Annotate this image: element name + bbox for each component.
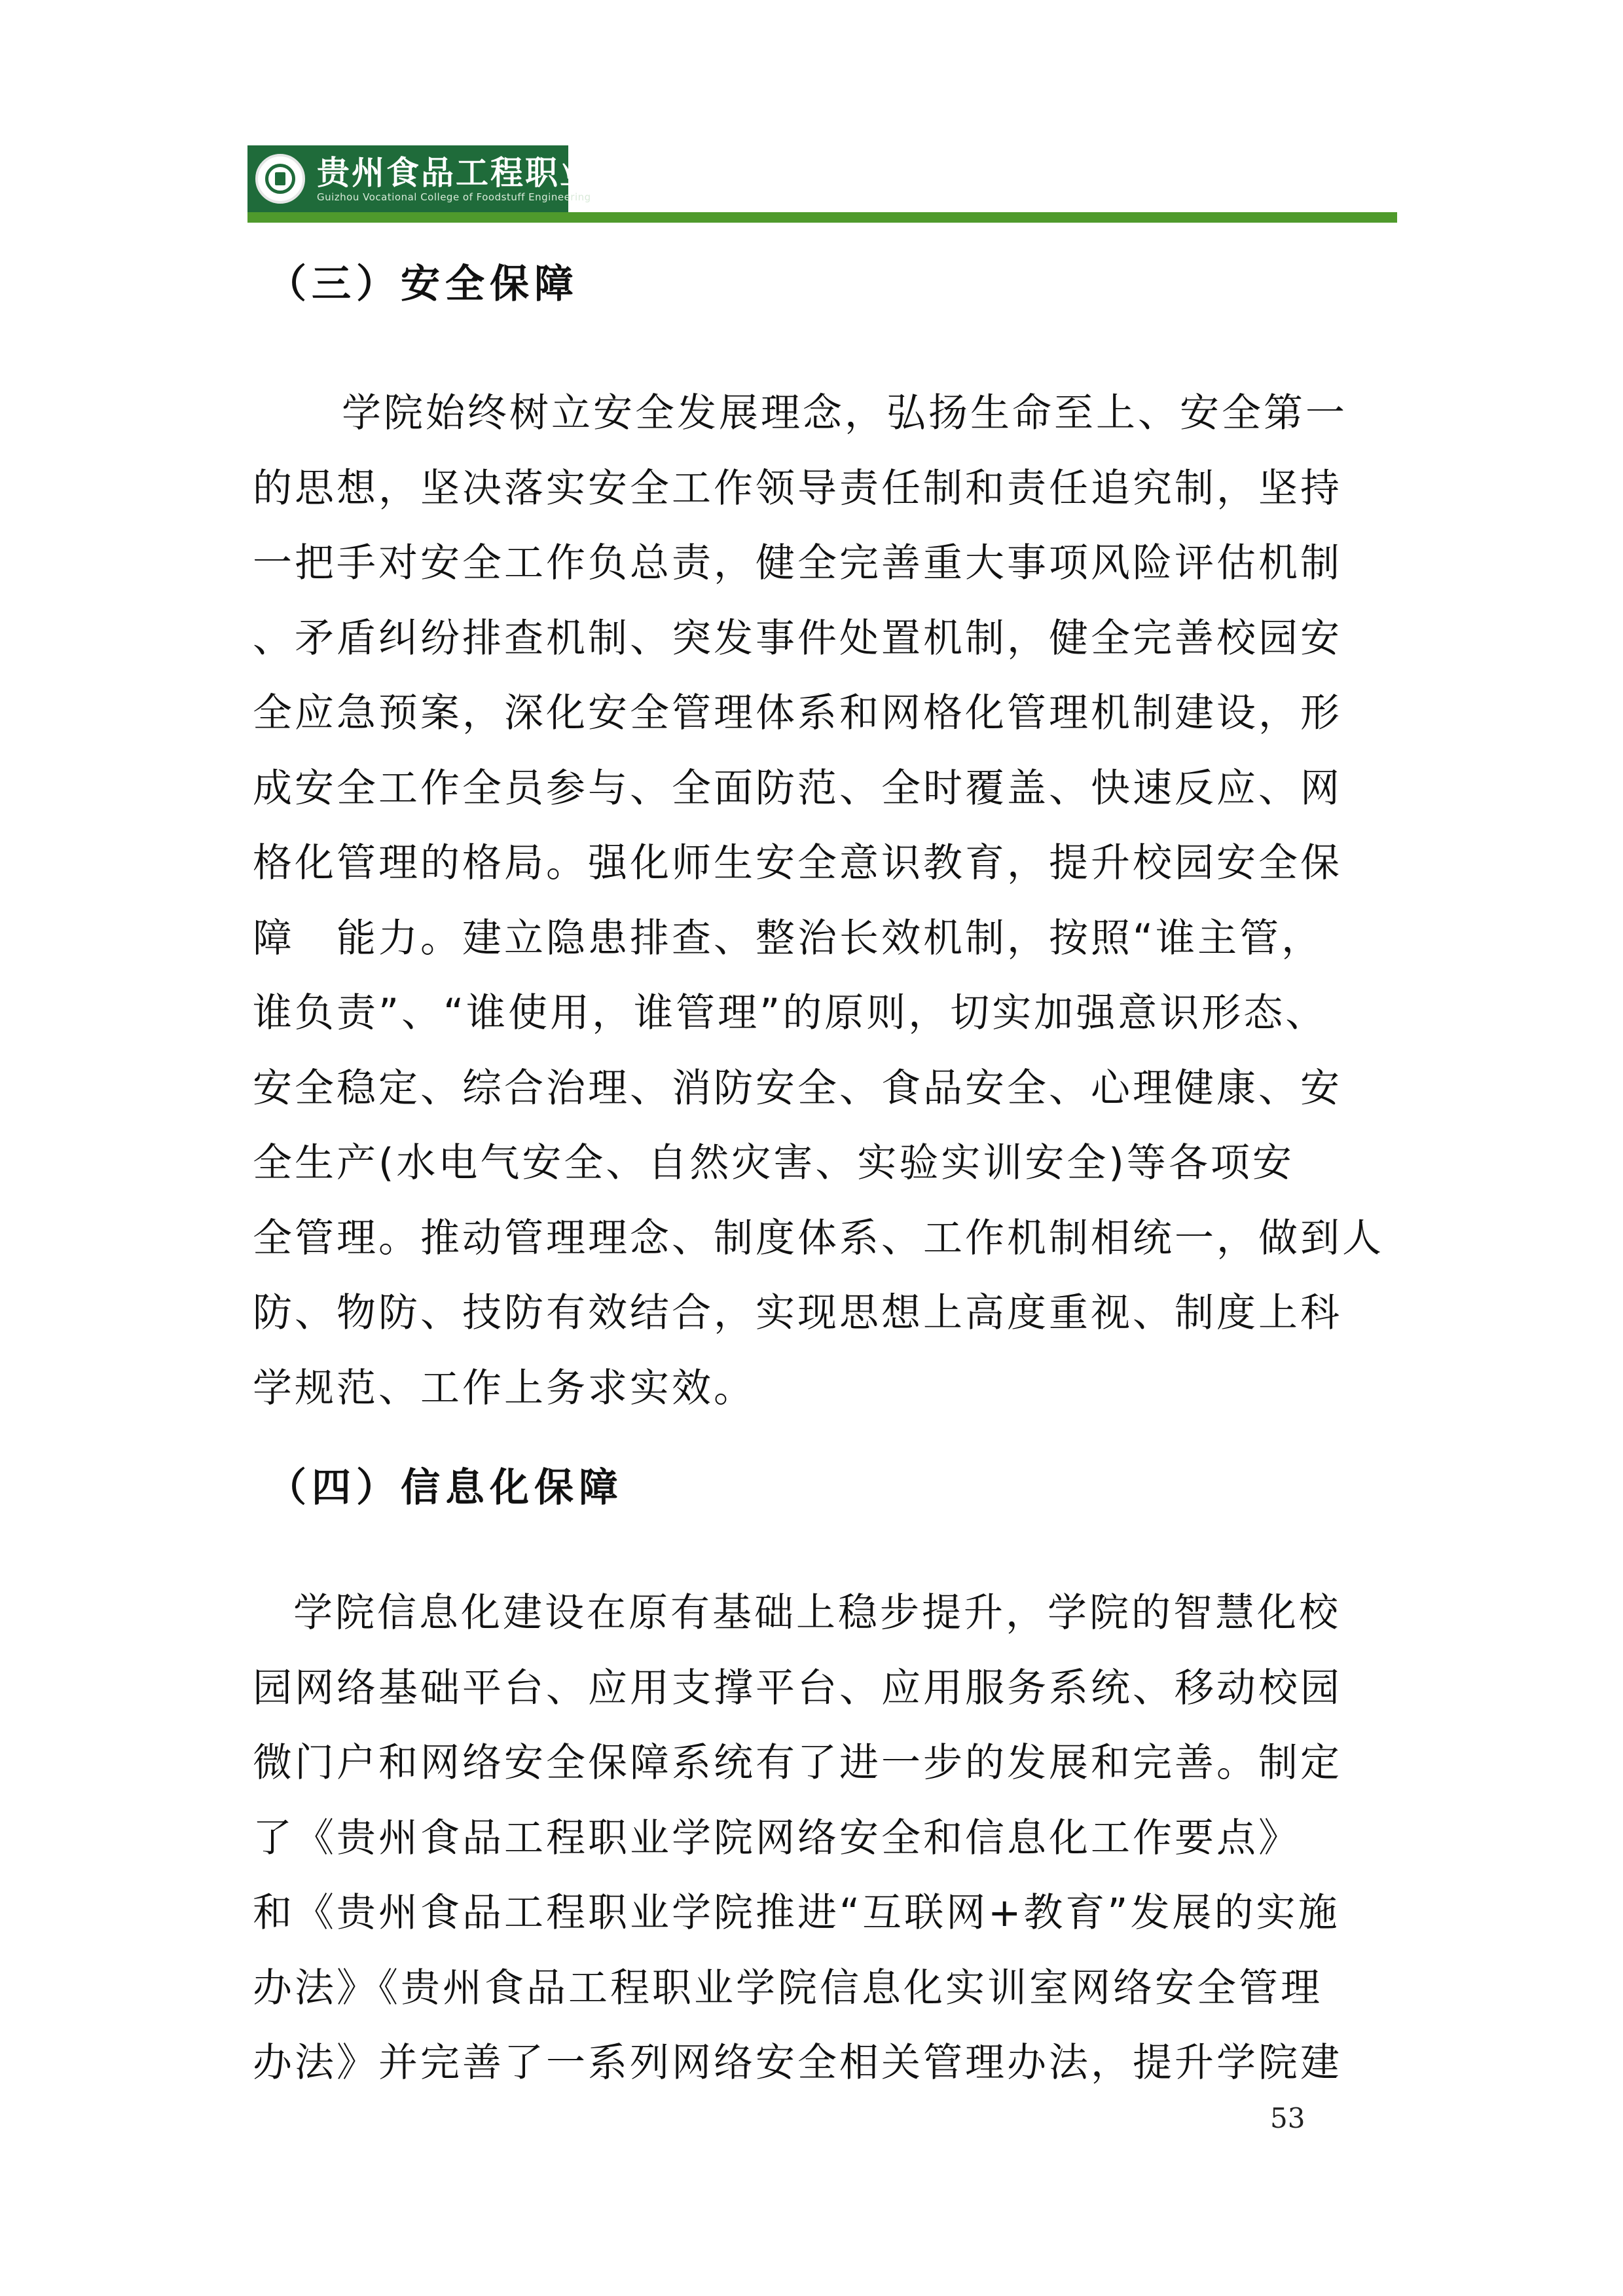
- text-line: 一把手对安全工作负总责，健全完善重大事项风险评估机制: [253, 540, 1342, 586]
- school-name: 贵州食品工程职业学院: [317, 153, 664, 192]
- text-line: 微门户和网络安全保障系统有了进一步的发展和完善。制定: [253, 1740, 1342, 1786]
- school-name-en: Guizhou Vocational College of Foodstuff Engineering: [317, 191, 591, 203]
- header-divider: [247, 212, 1397, 223]
- text-line: 谁负责”、“谁使用，谁管理”的原则，切实加强意识形态、: [253, 990, 1328, 1036]
- text-line: 园网络基础平台、应用支撑平台、应用服务系统、移动校园: [253, 1665, 1342, 1711]
- text-line: 障 能力。建立隐患排查、整治长效机制，按照“谁主管，: [253, 915, 1324, 961]
- text-line: 办法》并完善了一系列网络安全相关管理办法，提升学院建: [253, 2040, 1342, 2086]
- text-line: 、矛盾纠纷排查机制、突发事件处置机制，健全完善校园安: [253, 615, 1342, 661]
- text-line: 学院信息化建设在原有基础上稳步提升，学院的智慧化校: [293, 1590, 1341, 1636]
- text-line: 全应急预案，深化安全管理体系和网格化管理机制建设，形: [253, 690, 1342, 736]
- text-line: 全管理。推动管理理念、制度体系、工作机制相统一，做到人: [253, 1215, 1384, 1261]
- text-line: 办法》《贵州食品工程职业学院信息化实训室网络安全管理: [253, 1965, 1322, 2011]
- text-line: 防、物防、技防有效结合，实现思想上高度重视、制度上科: [253, 1290, 1342, 1336]
- page-number: 53: [1270, 2102, 1305, 2134]
- text-line: 学院始终树立安全发展理念，弘扬生命至上、安全第一: [342, 390, 1347, 436]
- text-line: 成安全工作全员参与、全面防范、全时覆盖、快速反应、网: [253, 765, 1342, 811]
- text-line: 了《贵州食品工程职业学院网络安全和信息化工作要点》: [253, 1815, 1300, 1861]
- header-text: [317, 155, 664, 203]
- text-line: 的思想，坚决落实安全工作领导责任制和责任追究制，坚持: [253, 465, 1342, 511]
- text-line: 和《贵州食品工程职业学院推进“互联网+教育”发展的实施: [253, 1890, 1340, 1936]
- header-banner: [247, 145, 664, 212]
- text-line: 格化管理的格局。强化师生安全意识教育，提升校园安全保: [253, 840, 1342, 886]
- section-body-informatization: [253, 1576, 1379, 2101]
- text-line: 安全稳定、综合治理、消防安全、食品安全、心理健康、安: [253, 1065, 1342, 1111]
- section-heading-informatization: （四）信息化保障: [267, 1465, 623, 1511]
- text-line: 学规范、工作上务求实效。: [253, 1365, 756, 1411]
- text-line: 全生产(水电气安全、自然灾害、实验实训安全)等各项安: [253, 1140, 1294, 1186]
- section-heading-safety: （三）安全保障: [267, 261, 579, 307]
- school-seal-icon: [255, 154, 305, 204]
- section-body-safety: [253, 376, 1384, 1426]
